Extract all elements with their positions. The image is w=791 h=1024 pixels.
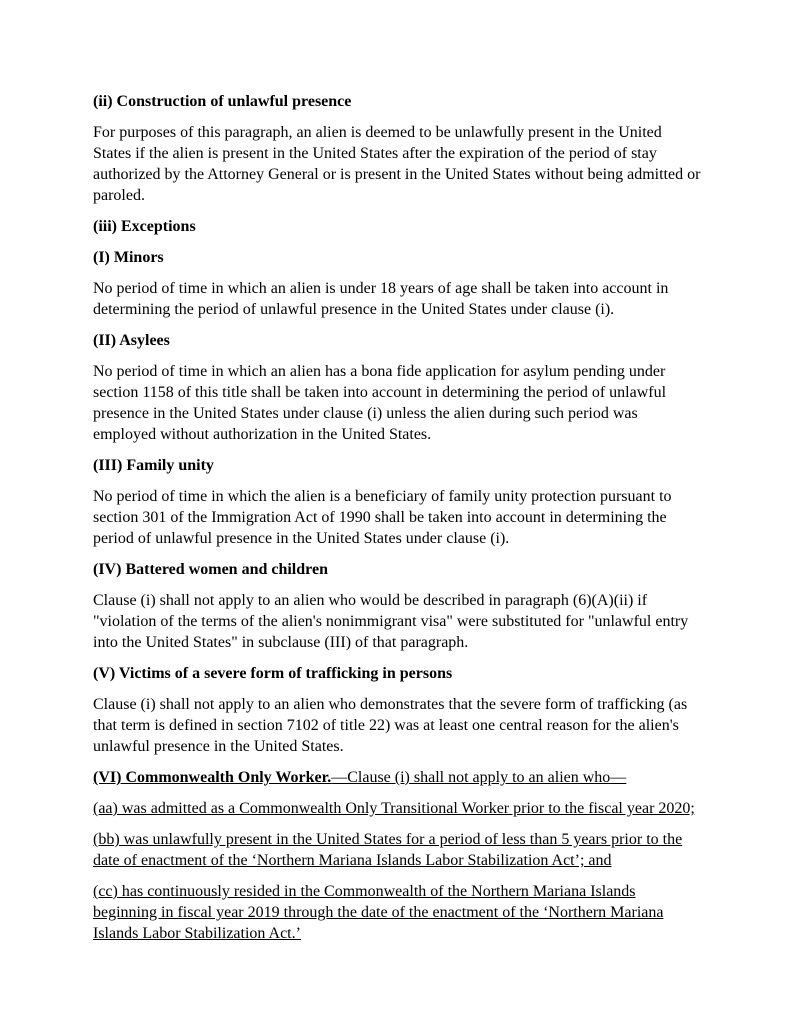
paragraph-victims-of-trafficking: Clause (i) shall not apply to an alien who demonstrates that the severe form of trafficking (as that term is defined in section 7102 of title 22) was at least one central reason for the alien's unlawful presence in the United States. bbox=[93, 696, 688, 755]
paragraph-aa-commonwealth-transitional-worker: (aa) was admitted as a Commonwealth Only Transitional Worker prior to the fiscal year 2020; bbox=[93, 800, 695, 817]
paragraph-battered-women-and-children: Clause (i) shall not apply to an alien who would be described in paragraph (6)(A)(ii) if "violation of the terms of the alien's nonimmigrant visa" were substituted for "unlawful entry into the United States" in subclause (III) of that paragraph. bbox=[93, 592, 689, 651]
paragraph-construction-of-unlawful-presence: For purposes of this paragraph, an alien is deemed to be unlawfully present in the United States if the alien is present in the United States after the expiration of the period of stay authorized by the Attorney General or is present in the United States without being admitted or paroled. bbox=[93, 124, 701, 204]
paragraph-VI-commonwealth-only-worker bbox=[93, 767, 701, 788]
document-content bbox=[93, 91, 701, 944]
heading-II-asylees: (II) Asylees bbox=[93, 332, 170, 349]
vi-commonwealth-only-worker-lead: (VI) Commonwealth Only Worker. bbox=[93, 769, 332, 786]
paragraph-bb-unlawfully-present-less-than-5-years: (bb) was unlawfully present in the United States for a period of less than 5 years prior to the date of enactment of the ‘Northern Mariana Islands Labor Stabilization Act’; and bbox=[93, 831, 683, 869]
heading-I-minors: (I) Minors bbox=[93, 249, 164, 266]
heading-V-victims-of-trafficking: (V) Victims of a severe form of trafficking in persons bbox=[93, 665, 453, 682]
heading-III-family-unity: (III) Family unity bbox=[93, 457, 214, 474]
heading-iii-exceptions: (iii) Exceptions bbox=[93, 218, 196, 235]
paragraph-cc-continuously-resided: (cc) has continuously resided in the Commonwealth of the Northern Mariana Islands beginning in fiscal year 2019 through the date of the enactment of the ‘Northern Mariana Islands Labor Stabilization Act.’ bbox=[93, 883, 664, 942]
heading-ii-construction-of-unlawful-presence: (ii) Construction of unlawful presence bbox=[93, 93, 352, 110]
paragraph-asylees: No period of time in which an alien has a bona fide application for asylum pending under section 1158 of this title shall be taken into account in determining the period of unlawful presence in the United States under clause (i) unless the alien during such period was employed without authorization in the United States. bbox=[93, 363, 667, 443]
paragraph-family-unity: No period of time in which the alien is a beneficiary of family unity protection pursuant to section 301 of the Immigration Act of 1990 shall be taken into account in determining the period of unlawful presence in the United States under clause (i). bbox=[93, 488, 672, 547]
vi-commonwealth-only-worker-clause: —Clause (i) shall not apply to an alien who— bbox=[331, 769, 627, 786]
heading-IV-battered-women-and-children: (IV) Battered women and children bbox=[93, 561, 328, 578]
paragraph-minors: No period of time in which an alien is under 18 years of age shall be taken into account in determining the period of unlawful presence in the United States under clause (i). bbox=[93, 280, 669, 318]
